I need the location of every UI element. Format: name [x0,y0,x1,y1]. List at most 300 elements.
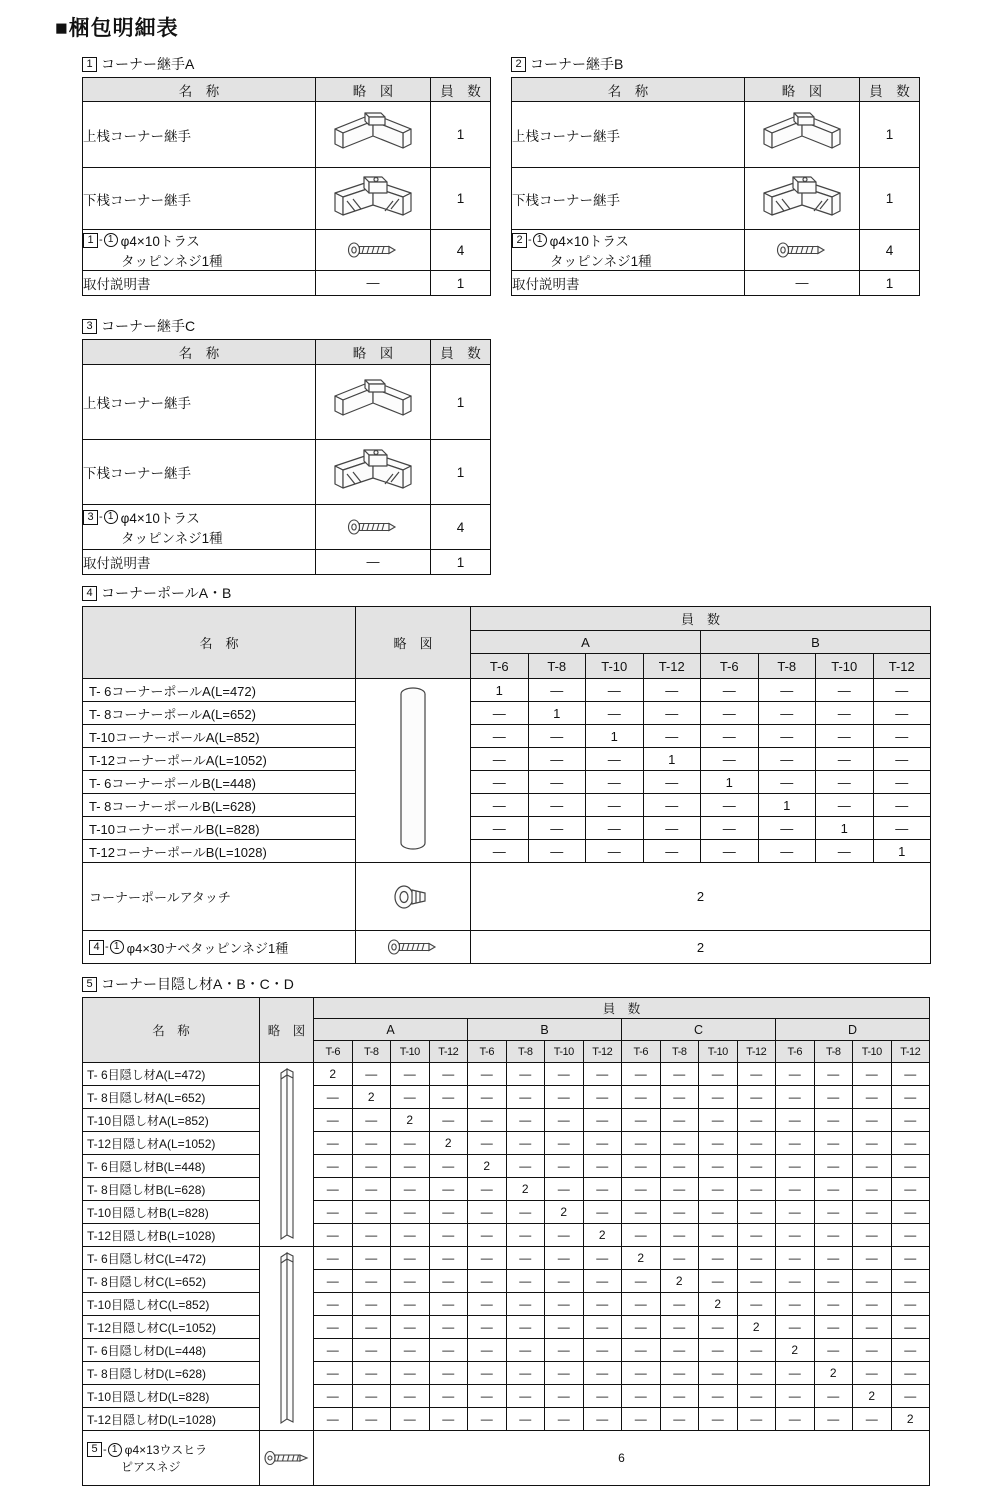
qty-cell: — [699,1385,738,1408]
qty-cell: — [699,1316,738,1339]
qty-cell: — [468,1408,507,1431]
name-cell [512,271,745,296]
qty-cell: — [471,794,529,817]
size-header: T-10 [699,1041,738,1063]
item-name-line2: タッピンネジ1種 [121,531,223,546]
item-name: 下桟コーナー継手 [83,192,191,208]
qty-cell: 4 [431,230,491,271]
qty-cell: — [701,725,759,748]
item-name: T- 6目隠し材A(L=472) [87,1067,206,1082]
qty-cell: 2 [314,1063,353,1086]
qty-cell: — [758,840,816,863]
qty-cell: — [814,1247,853,1270]
qty-cell: — [814,1132,853,1155]
qty-cell: — [471,817,529,840]
item-name: T-12目隠し材B(L=1028) [87,1228,216,1243]
qty-cell: — [314,1201,353,1224]
qty-cell: — [583,1109,622,1132]
qty-cell: — [873,794,931,817]
sketch-cell [260,1431,314,1486]
table-row [83,1385,930,1408]
item-name: 下桟コーナー継手 [83,466,191,481]
size-header: T-10 [545,1041,584,1063]
item-name: コーナーポールアタッチ [89,890,231,905]
qty-cell: — [583,1316,622,1339]
qty-cell: — [506,1316,545,1339]
name-cell [83,102,316,168]
table-block-corner-joint-a [82,54,491,296]
table-block-corner-joint-c [82,316,1000,575]
qty-cell: — [622,1086,661,1109]
qty-cell: — [583,1362,622,1385]
qty-cell: — [583,1178,622,1201]
qty-cell: — [352,1132,391,1155]
sketch-cell [316,550,431,575]
name-cell [83,794,356,817]
table-row [83,1362,930,1385]
boxed-number: 5 [87,1442,102,1457]
qty-cell: — [506,1408,545,1431]
qty-cell: — [891,1339,930,1362]
qty-cell: — [699,1408,738,1431]
qty-cell: — [352,1385,391,1408]
qty-cell: 1 [816,817,874,840]
item-name: T- 6目隠し材B(L=448) [87,1159,206,1174]
qty-cell: — [468,1132,507,1155]
item-name: T-10目隠し材D(L=828) [87,1389,210,1404]
table-caption [82,583,1000,603]
qty-cell: — [314,1362,353,1385]
qty-cell: — [429,1408,468,1431]
sketch-cell [316,230,431,271]
dash-placeholder: — [366,554,380,569]
qty-cell: — [776,1362,815,1385]
item-name: T-12目隠し材A(L=1052) [87,1136,216,1151]
qty-cell: — [352,1063,391,1086]
name-cell [83,271,316,296]
qty-cell: — [622,1339,661,1362]
qty-cell: — [468,1201,507,1224]
qty-cell: — [853,1247,892,1270]
qty-cell: — [853,1086,892,1109]
qty-cell: — [545,1339,584,1362]
prefix-separator: - [528,234,532,246]
qty-cell: — [699,1086,738,1109]
name-cell [83,771,356,794]
name-cell [83,505,316,550]
sketch-cell [316,271,431,296]
item-name: T-10コーナーポールB(L=828) [89,821,260,837]
sketch-cell [260,1247,314,1431]
item-name-line2: タッピンネジ1種 [550,254,652,269]
qty-cell: — [737,1063,776,1086]
qty-cell: — [391,1362,430,1385]
circled-number: 1 [104,233,118,247]
name-cell [83,1270,260,1293]
qty-cell: — [429,1362,468,1385]
item-name: T-10コーナーポールA(L=852) [89,729,260,745]
qty-cell: — [891,1385,930,1408]
qty-cell: — [583,1063,622,1086]
qty-cell: — [583,1408,622,1431]
qty-cell: — [391,1201,430,1224]
table-row [83,702,931,725]
table-row [83,1063,930,1086]
item-name-line [83,507,315,527]
qty-cell: — [528,817,586,840]
qty-cell: 1 [860,271,920,296]
qty-cell: — [853,1063,892,1086]
table-row [83,794,931,817]
name-cell [83,702,356,725]
qty-cell: — [816,725,874,748]
item-number-prefix [89,940,124,955]
qty-cell: — [873,702,931,725]
qty-cell: — [622,1408,661,1431]
qty-cell: — [471,702,529,725]
qty-cell: — [468,1247,507,1270]
header-row [83,78,491,102]
qty-cell: — [391,1063,430,1086]
name-cell [83,679,356,702]
column-header-sketch: 略 図 [745,78,860,102]
qty-cell: 2 [471,863,931,931]
column-header-qty: 員 数 [860,78,920,102]
item-name-line2: ピアスネジ [121,1460,181,1474]
name-cell [83,1247,260,1270]
item-name: φ4×10トラス [120,511,200,526]
item-number-prefix [83,233,118,248]
table-caption [82,316,1000,336]
qty-cell: — [853,1293,892,1316]
qty-cell: — [429,1086,468,1109]
table-row [83,505,491,550]
item-name: T- 8目隠し材B(L=628) [87,1182,206,1197]
table-row [83,1270,930,1293]
dash-placeholder: — [366,275,380,290]
boxed-number: 4 [89,940,104,955]
qty-cell: 1 [528,702,586,725]
size-header: T-6 [776,1041,815,1063]
qty-cell: — [816,840,874,863]
qty-cell: — [528,679,586,702]
qty-cell: — [776,1224,815,1247]
boxed-number: 1 [83,233,98,248]
boxed-number: 5 [82,977,97,992]
table-row [83,817,931,840]
item-name: T-10目隠し材A(L=852) [87,1113,209,1128]
table-row [83,725,931,748]
qty-cell: — [643,771,701,794]
qty-cell: — [506,1155,545,1178]
qty-cell: 2 [352,1086,391,1109]
qty-cell: — [699,1270,738,1293]
qty-cell: — [891,1201,930,1224]
prefix-separator: - [99,511,103,523]
qty-cell: — [873,725,931,748]
qty-cell: 1 [431,102,491,168]
screw-truss-icon [745,241,859,259]
name-cell [83,725,356,748]
table-row [83,440,491,505]
strip-icon [260,1067,313,1243]
qty-cell: — [853,1270,892,1293]
qty-cell: 2 [776,1339,815,1362]
table-caption [511,54,920,74]
column-header-name: 名 称 [83,340,316,365]
qty-cell: — [891,1155,930,1178]
qty-cell: — [873,817,931,840]
prefix-separator: - [105,941,109,953]
qty-cell: — [429,1109,468,1132]
qty-cell: — [699,1201,738,1224]
table-row [83,1224,930,1247]
circled-number: 1 [104,510,118,524]
table-row [512,271,920,296]
qty-cell: — [528,725,586,748]
qty-cell: 2 [660,1270,699,1293]
qty-cell: — [583,1247,622,1270]
qty-cell: — [660,1178,699,1201]
qty-cell: — [622,1063,661,1086]
qty-cell: — [506,1224,545,1247]
screw-pan-icon [356,938,470,956]
qty-cell: — [660,1086,699,1109]
qty-cell: — [701,748,759,771]
table-block-corner-pole [82,583,1000,964]
column-header-qty: 員 数 [431,78,491,102]
item-name-line [83,230,315,250]
qty-cell: — [660,1224,699,1247]
qty-cell: — [814,1063,853,1086]
qty-cell: — [506,1086,545,1109]
qty-cell: 1 [701,771,759,794]
table-caption [82,54,491,74]
qty-cell: — [545,1247,584,1270]
name-cell [83,365,316,440]
qty-cell: — [352,1408,391,1431]
qty-cell: 1 [431,365,491,440]
table-row [83,1132,930,1155]
qty-cell: — [699,1362,738,1385]
qty-cell: — [314,1086,353,1109]
qty-cell: — [545,1385,584,1408]
qty-cell: — [660,1408,699,1431]
item-name: T- 6コーナーポールB(L=448) [89,775,256,791]
table-row [512,168,920,230]
qty-cell: — [853,1109,892,1132]
size-header: T-12 [737,1041,776,1063]
qty-cell: 1 [586,725,644,748]
dash-placeholder: — [795,275,809,290]
screw-pierce-icon [260,1450,313,1466]
top-tables-row [82,54,1000,296]
item-name: 上桟コーナー継手 [512,128,620,144]
size-header: T-12 [583,1041,622,1063]
item-name: T-10目隠し材C(L=852) [87,1297,210,1312]
qty-cell: — [737,1293,776,1316]
qty-cell: — [391,1132,430,1155]
qty-cell: 1 [873,840,931,863]
name-cell [83,931,356,964]
qty-cell: — [737,1247,776,1270]
qty-cell: — [545,1132,584,1155]
qty-cell: — [468,1270,507,1293]
size-header: T-6 [468,1041,507,1063]
qty-cell: — [314,1247,353,1270]
size-header: T-10 [816,654,874,679]
qty-cell: — [891,1362,930,1385]
qty-cell: — [643,702,701,725]
qty-cell: — [660,1339,699,1362]
qty-cell: — [622,1224,661,1247]
qty-cell: 2 [853,1385,892,1408]
item-name: 下桟コーナー継手 [512,192,620,208]
qty-cell: — [622,1316,661,1339]
qty-cell: — [583,1086,622,1109]
qty-cell: — [583,1270,622,1293]
qty-cell: — [314,1385,353,1408]
qty-cell: — [891,1109,930,1132]
qty-cell: — [429,1270,468,1293]
qty-cell: — [391,1339,430,1362]
qty-cell: — [352,1224,391,1247]
qty-cell: — [352,1293,391,1316]
name-cell [83,1408,260,1431]
item-name: T- 8目隠し材D(L=628) [87,1366,207,1381]
qty-cell: — [391,1155,430,1178]
qty-cell: — [429,1316,468,1339]
joint-upper-icon [745,108,859,162]
qty-cell: — [758,817,816,840]
column-header-name: 名 称 [83,607,356,679]
qty-cell: — [737,1339,776,1362]
name-cell [83,1155,260,1178]
qty-cell: — [816,702,874,725]
qty-cell: — [891,1063,930,1086]
qty-cell: — [506,1385,545,1408]
qty-cell: — [737,1155,776,1178]
qty-cell: — [737,1109,776,1132]
table-row [83,230,491,271]
qty-cell: 2 [471,931,931,964]
name-cell [83,440,316,505]
parts-matrix-table [82,606,931,964]
item-number-prefix [83,510,118,525]
qty-cell: — [314,1408,353,1431]
qty-cell: 2 [583,1224,622,1247]
table-caption-text: コーナーポールA・B [101,585,232,601]
column-header-name: 名 称 [83,998,260,1063]
qty-cell: — [622,1155,661,1178]
group-header-D: D [776,1019,930,1041]
qty-cell: — [545,1063,584,1086]
qty-cell: — [776,1086,815,1109]
size-header: T-6 [622,1041,661,1063]
qty-cell: — [391,1408,430,1431]
qty-cell: — [545,1109,584,1132]
qty-cell: — [391,1247,430,1270]
qty-cell: — [737,1178,776,1201]
qty-cell: — [468,1086,507,1109]
qty-cell: — [776,1178,815,1201]
qty-cell: — [506,1132,545,1155]
sketch-cell [316,440,431,505]
qty-cell: — [352,1362,391,1385]
qty-cell: — [699,1339,738,1362]
sketch-cell [316,102,431,168]
item-name-line [87,1458,259,1475]
qty-cell: — [758,679,816,702]
name-cell [83,1224,260,1247]
qty-cell: — [586,702,644,725]
item-name: T- 8目隠し材C(L=652) [87,1274,207,1289]
joint-upper-icon [316,375,430,429]
sketch-cell [745,271,860,296]
qty-cell: — [352,1339,391,1362]
qty-cell: — [545,1408,584,1431]
qty-cell: — [853,1224,892,1247]
screw-truss-icon [316,518,430,536]
page-content [55,54,1000,1486]
column-header-name: 名 称 [512,78,745,102]
qty-cell: — [586,817,644,840]
item-name: φ4×10トラス [120,234,200,249]
table-row [83,1201,930,1224]
table-row [83,863,931,931]
qty-cell: — [873,748,931,771]
sketch-cell [316,168,431,230]
sketch-cell [356,679,471,863]
table-row [83,1316,930,1339]
qty-cell: 1 [758,794,816,817]
screw-truss-icon [316,241,430,259]
prefix-separator: - [103,1443,107,1456]
item-name: φ4×30ナベタッピンネジ1種 [126,940,289,956]
qty-cell: — [583,1339,622,1362]
qty-cell: — [643,817,701,840]
table-row [83,550,491,575]
group-header-A: A [314,1019,468,1041]
table-row [83,1109,930,1132]
qty-cell: — [737,1132,776,1155]
qty-cell: — [622,1270,661,1293]
qty-cell: — [622,1293,661,1316]
qty-cell: — [314,1109,353,1132]
circled-number: 1 [110,940,124,954]
qty-cell: — [429,1178,468,1201]
table-caption [82,974,1000,994]
qty-cell: — [391,1293,430,1316]
qty-cell: — [506,1201,545,1224]
item-name: T-12コーナーポールB(L=1028) [89,844,267,860]
qty-cell: — [699,1132,738,1155]
item-name: T- 6コーナーポールA(L=472) [89,683,256,699]
qty-cell: — [429,1293,468,1316]
item-number-prefix [87,1442,122,1457]
qty-cell: — [891,1293,930,1316]
qty-cell: — [814,1339,853,1362]
qty-cell: — [471,725,529,748]
qty-cell: — [468,1316,507,1339]
qty-cell: — [816,771,874,794]
qty-cell: — [814,1385,853,1408]
qty-cell: — [701,840,759,863]
item-name-line [83,527,315,547]
table-caption-text: コーナー継手A [101,56,195,72]
size-header: T-12 [643,654,701,679]
qty-cell: — [545,1086,584,1109]
